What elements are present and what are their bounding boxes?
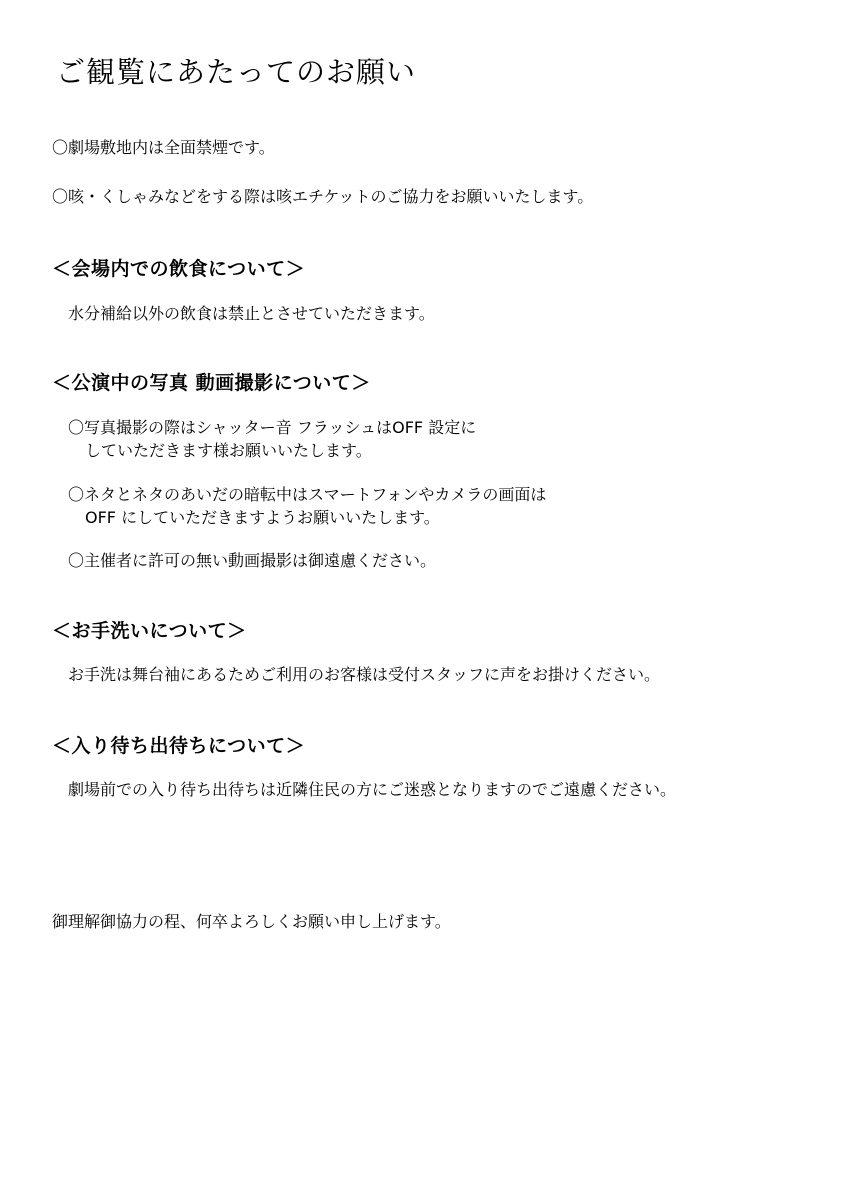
section-heading-stage-door: ＜入り待ち出待ちについて＞ [52,735,306,757]
notice-cough-etiquette: 〇咳・くしゃみなどをする際は咳エチケットのご協力をお願いいたします。 [52,187,594,206]
photo-rule-line-1: 〇写真撮影の際はシャッター音 フラッシュはOFF 設定に [68,418,477,437]
closing-remark: 御理解御協力の程、何卒よろしくお願い申し上げます。 [52,912,451,931]
section-heading-food: ＜会場内での飲食について＞ [52,258,306,280]
page-title: ご観覧にあたってのお願い [56,55,417,89]
food-policy-text: 水分補給以外の飲食は禁止とさせていただきます。 [68,304,435,323]
blackout-rule-line-1: 〇ネタとネタのあいだの暗転中はスマートフォンやカメラの画面は [68,485,547,504]
notice-no-smoking: 〇劇場敷地内は全面禁煙です。 [52,138,275,157]
stage-door-policy-text: 劇場前での入り待ち出待ちは近隣住民の方にご迷惑となりますのでご遠慮ください。 [68,780,677,799]
photo-rule-line-2: していただきます様お願いいたします。 [85,441,372,460]
blackout-rule-line-2: OFF にしていただきますようお願いいたします。 [85,508,440,527]
section-heading-photo-video: ＜公演中の写真 動画撮影について＞ [52,372,371,394]
section-heading-restroom: ＜お手洗いについて＞ [52,620,247,642]
video-rule-line: 〇主催者に許可の無い動画撮影は御遠慮ください。 [68,551,437,570]
restroom-policy-text: お手洗は舞台袖にあるためご利用のお客様は受付スタッフに声をお掛けください。 [68,665,661,684]
